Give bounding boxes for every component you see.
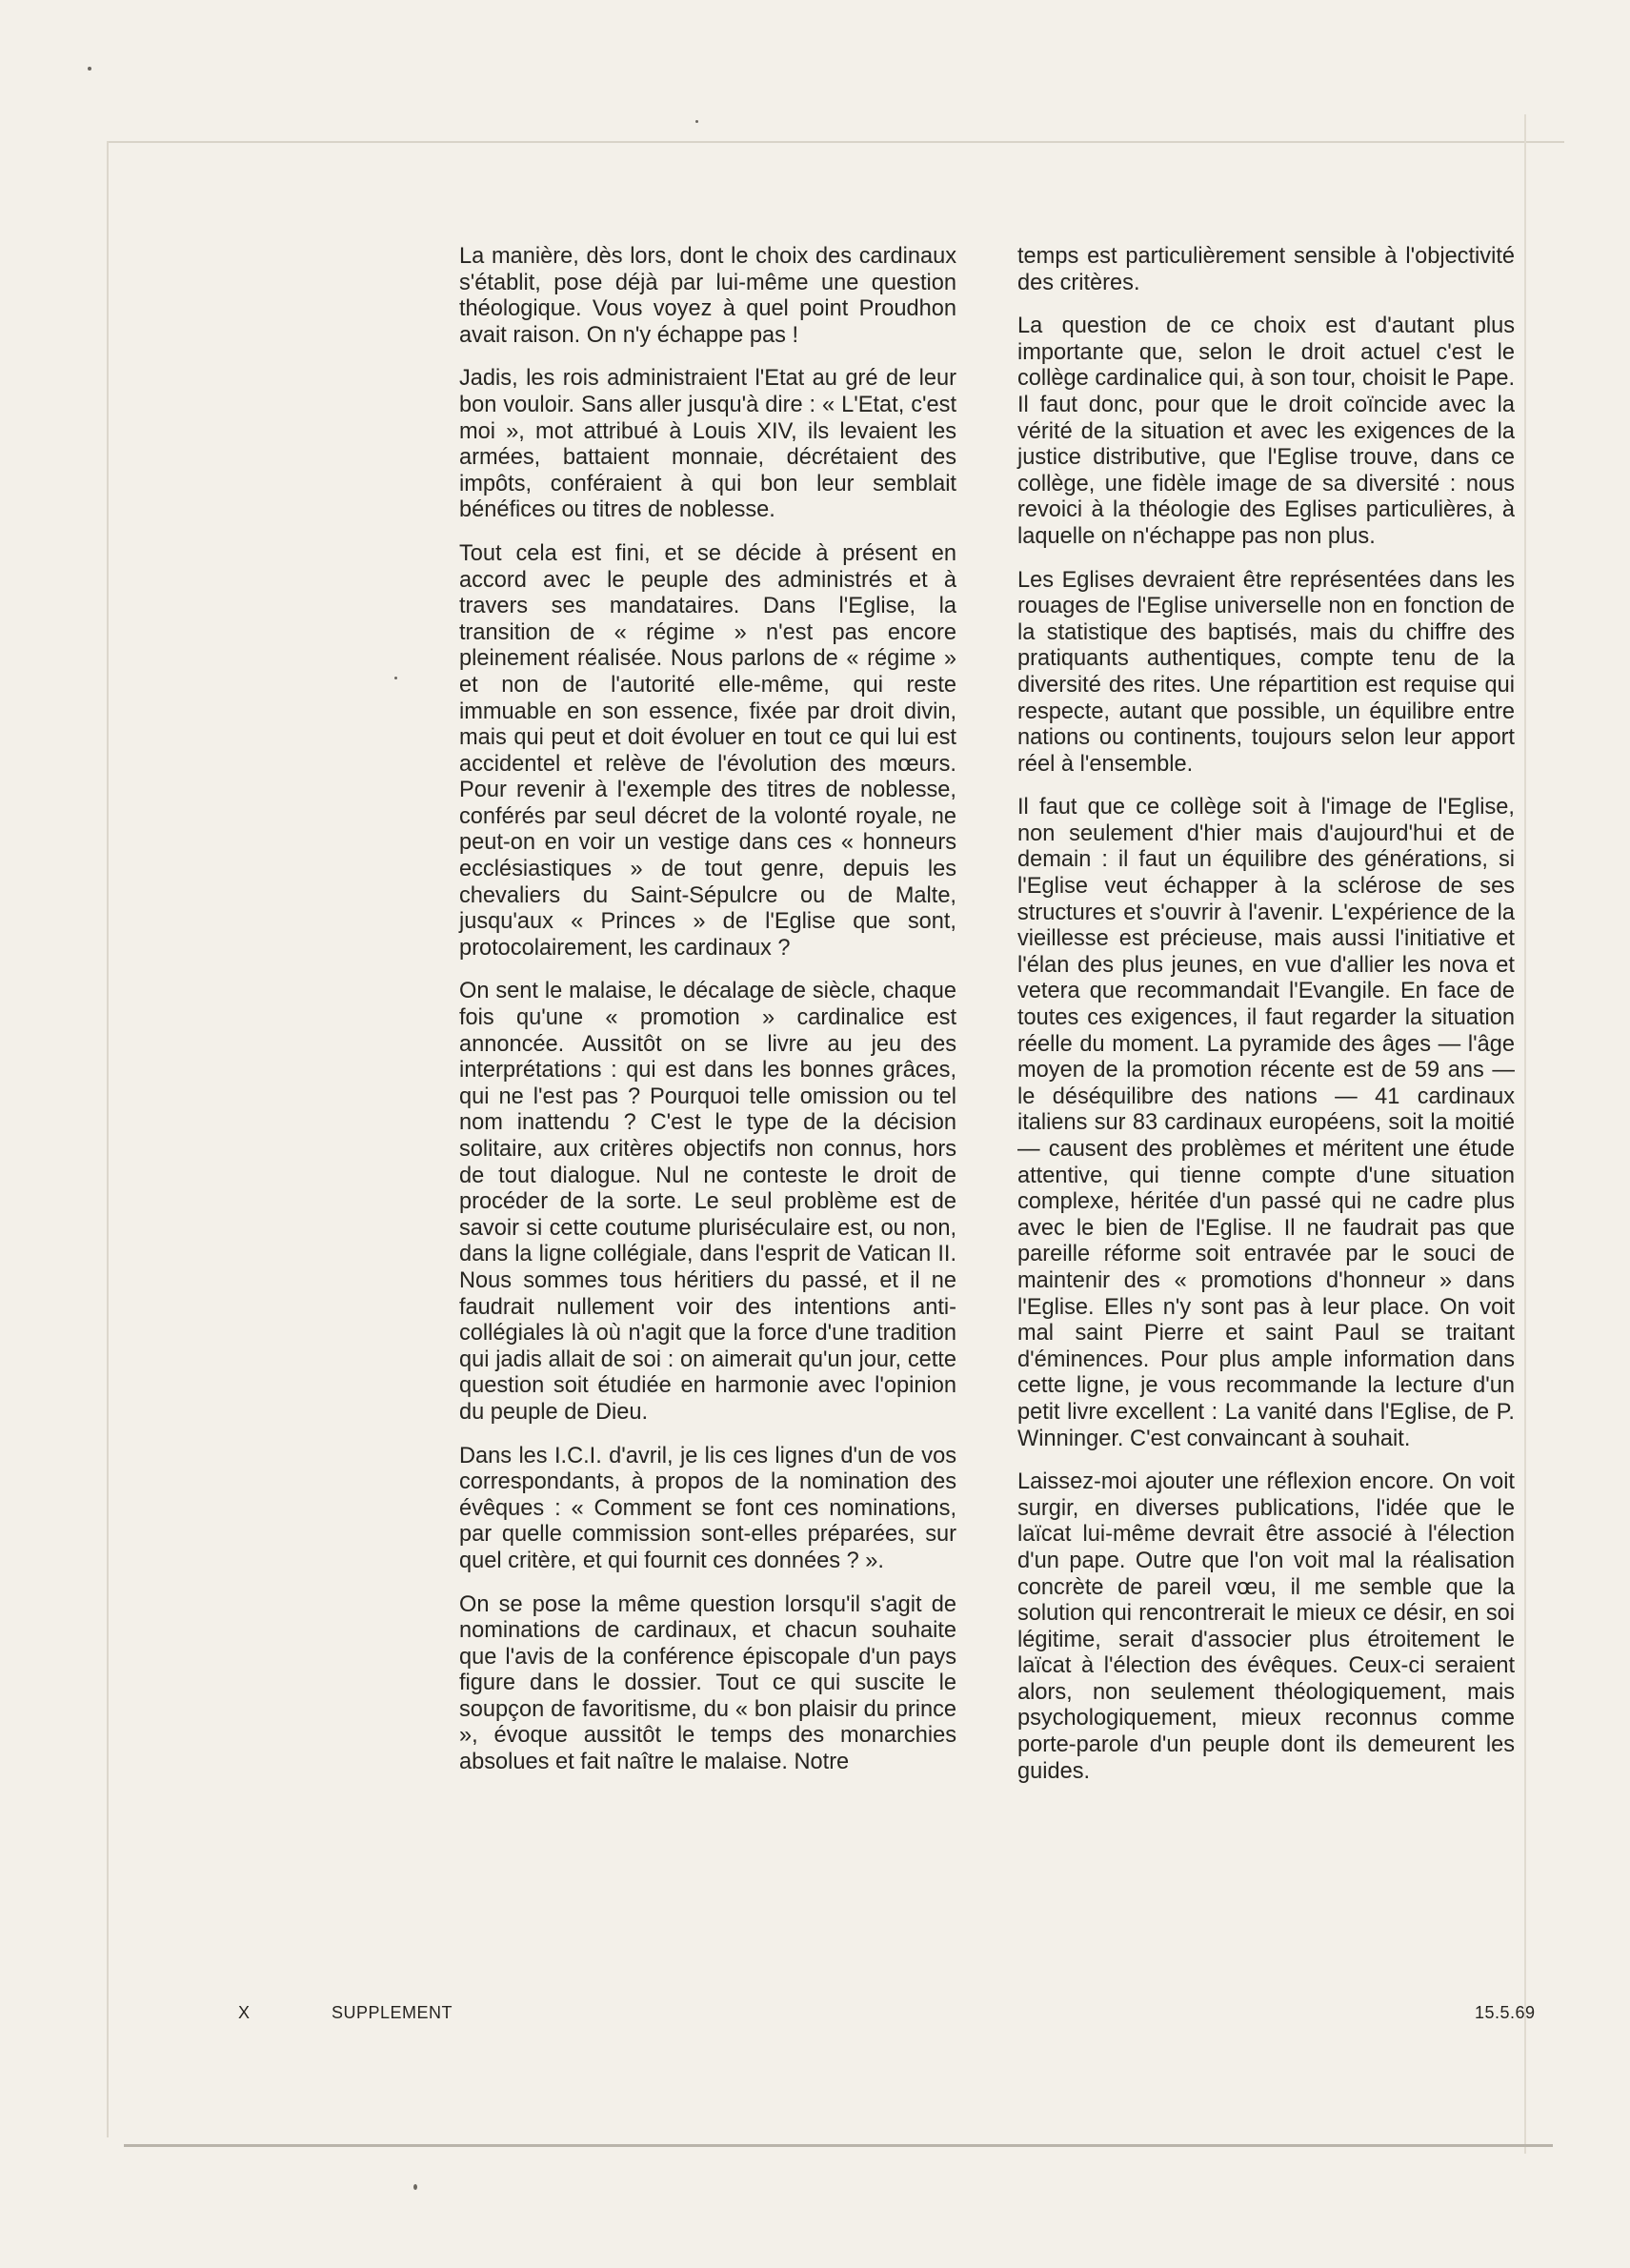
page-number: X: [238, 2003, 251, 2022]
paragraph: La question de ce choix est d'autant plus importante que, selon le droit actuel c'est le collège cardinalice qui, à son tour, choisit le Pape. Il faut donc, pour que le droit coïncide avec la vérité de la situation et avec les exigences de la justice distributive, que l'Eglise trouve, dans ce collège, une fidèle image de sa diversité : nous revoici à la théologie des Eglises particulières, à laquelle on n'échappe pas non plus.: [1017, 314, 1515, 549]
paragraph: On se pose la même question lorsqu'il s'agit de nominations de cardinaux, et chacun souhaite que l'avis de la conférence épiscopale d'un pays figure dans le dossier. Tout ce qui suscite le soupçon de favoritisme, du « bon plaisir du prince », évoque aussitôt le temps des monarchies absolues et fait naître le malaise. Notre: [459, 1591, 956, 1775]
left-text-column: [459, 244, 956, 1793]
paragraph: Jadis, les rois administraient l'Etat au gré de leur bon vouloir. Sans aller jusqu'à dire : « L'Etat, c'est moi », mot attribué à Louis XIV, ils levaient les armées, battaient monnaie, décrétaient des impôts, conféraient à qui bon leur semblait bénéfices ou titres de noblesse.: [459, 366, 956, 523]
paragraph: temps est particulièrement sensible à l'objectivité des critères.: [1017, 244, 1515, 295]
paragraph: Les Eglises devraient être représentées dans les rouages de l'Eglise universelle non en fonction de la statistique des baptisés, mais du chiffre des pratiquants authentiques, compte tenu de la diversité des rites. Une répartition est requise qui respecte, autant que possible, un équilibre entre nations ou continents, toujours selon leur apport réel à l'ensemble.: [1017, 567, 1515, 777]
right-text-column: [1017, 244, 1515, 1802]
section-label: SUPPLEMENT: [332, 2003, 453, 2022]
paragraph: Dans les I.C.I. d'avril, je lis ces lignes d'un de vos correspondants, à propos de la nomination des évêques : « Comment se font ces nominations, par quelle commission sont-elles préparées, sur quel critère, et qui fournit ces données ? ».: [459, 1443, 956, 1573]
paragraph: Laissez-moi ajouter une réflexion encore. On voit surgir, en diverses publications, l'idée que le laïcat lui-même devrait être associé à l'élection d'un pape. Outre que l'on voit mal la réalisation concrète de pareil vœu, il me semble que la solution qui rencontrerait le mieux ce désir, en soi légitime, serait d'associer plus étroitement le laïcat à l'élection des évêques. Ceux-ci seraient alors, non seulement théologiquement, mais psychologiquement, mieux reconnus comme porte-parole d'un peuple dont ils demeurent les guides.: [1017, 1469, 1515, 1784]
paragraph: On sent le malaise, le décalage de siècle, chaque fois qu'une « promotion » cardinalice est annoncée. Aussitôt on se livre au jeu des interprétations : qui est dans les bonnes grâces, qui ne l'est pas ? Pourquoi telle omission ou tel nom inattendu ? C'est le type de la décision solitaire, aux critères objectifs non connus, hors de tout dialogue. Nul ne conteste le droit de procéder de la sorte. Le seul problème est de savoir si cette coutume pluriséculaire est, ou non, dans la ligne collégiale, dans l'esprit de Vatican II. Nous sommes tous héritiers du passé, et il ne faudrait nullement voir des intentions anti-collégiales là où n'agit que la force d'une tradition qui jadis allait de soi : on aimerait qu'un jour, cette question soit étudiée en harmonie avec l'opinion du peuple de Dieu.: [459, 979, 956, 1425]
paragraph: Tout cela est fini, et se décide à présent en accord avec le peuple des administrés et à travers ses mandataires. Dans l'Eglise, la transition de « régime » n'est pas encore pleinement réalisée. Nous parlons de « régime » et non de l'autorité elle-même, qui reste immuable en son essence, fixée par droit divin, mais qui peut et doit évoluer en tout ce qui lui est accidentel et relève de l'évolution des mœurs. Pour revenir à l'exemple des titres de noblesse, conférés par seul décret de la volonté royale, ne peut-on en voir un vestige dans ces « honneurs ecclésiastiques » de tout genre, depuis les chevaliers du Saint-Sépulcre ou de Malte, jusqu'aux « Princes » de l'Eglise que sont, protocolairement, les cardinaux ?: [459, 540, 956, 961]
paragraph: Il faut que ce collège soit à l'image de l'Eglise, non seulement d'hier mais d'aujourd'hui et de demain : il faut un équilibre des générations, si l'Eglise veut échapper à la sclérose de ses structures et s'ouvrir à l'avenir. L'expérience de la vieillesse est précieuse, mais aussi l'initiative et l'élan des plus jeunes, en vue d'allier les nova et vetera que recommandait l'Evangile. En face de toutes ces exigences, il faut regarder la situation réelle du moment. La pyramide des âges — l'âge moyen de la promotion récente est de 59 ans — le déséquilibre des nations — 41 cardinaux italiens sur 83 cardinaux européens, soit la moitié — causent des problèmes et méritent une étude attentive, qui tienne compte d'une situation complexe, héritée d'un passé qui ne cadre plus avec le bien de l'Eglise. Il ne faudrait pas que pareille réforme soit entravée par le souci de maintenir des « promotions d'honneur » dans l'Eglise. Elles n'y sont pas à leur place. On voit mal saint Pierre et saint Paul se traitant d'éminences. Pour plus ample information dans cette ligne, je vous recommande la lecture d'un petit livre excellent : La vanité dans l'Eglise, de P. Winninger. C'est convaincant à souhait.: [1017, 795, 1515, 1451]
issue-date: 15.5.69: [1475, 2003, 1536, 2022]
paragraph: La manière, dès lors, dont le choix des cardinaux s'établit, pose déjà par lui-même une question théologique. Vous voyez à quel point Proudhon avait raison. On n'y échappe pas !: [459, 244, 956, 348]
